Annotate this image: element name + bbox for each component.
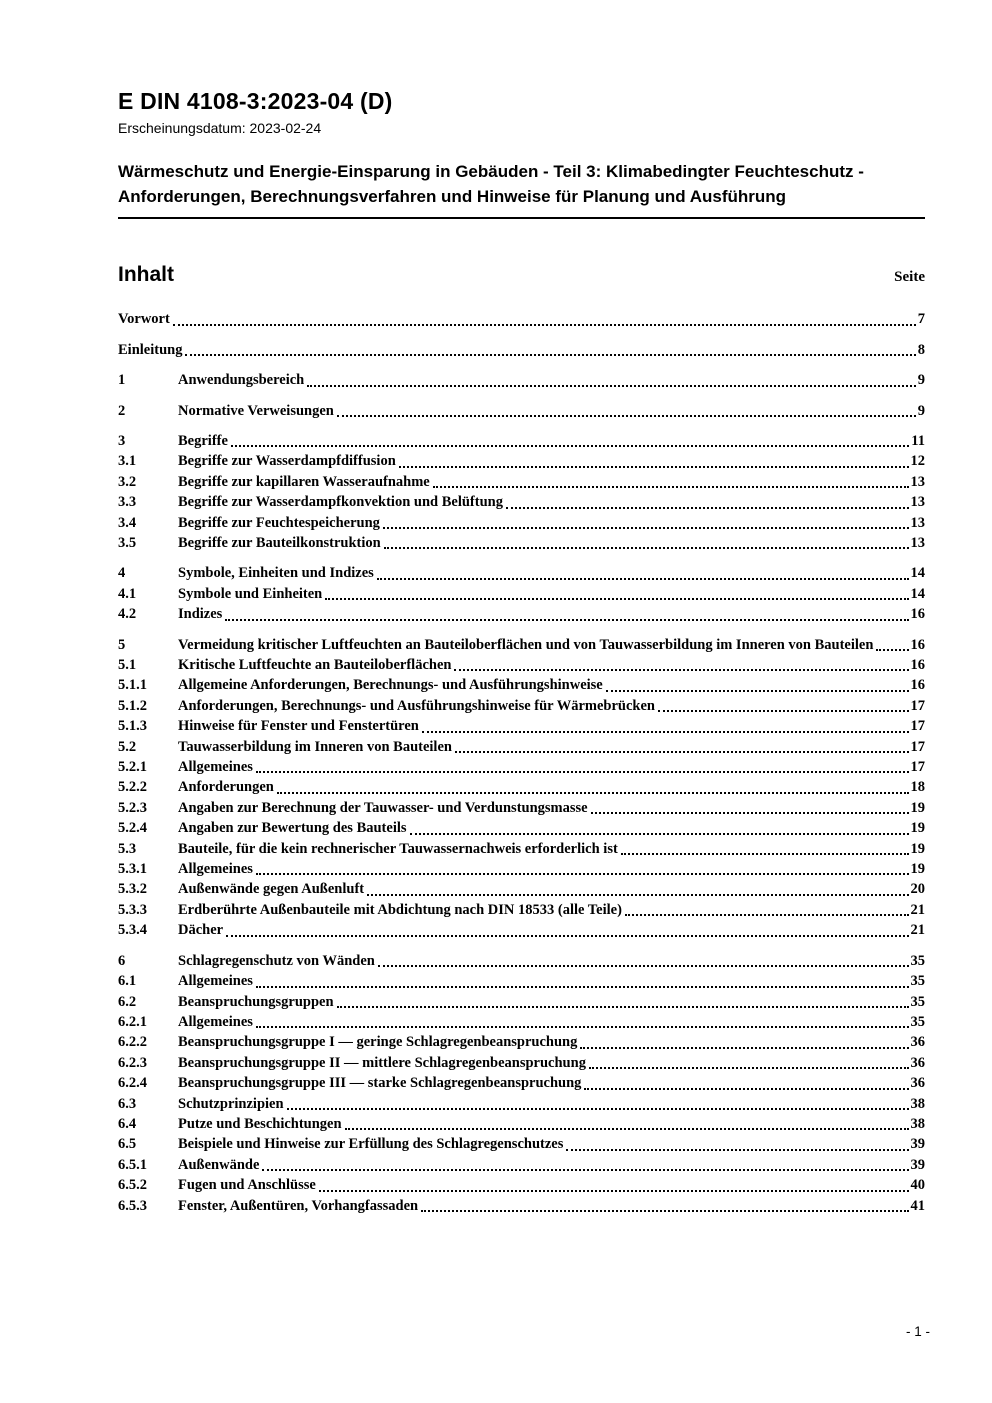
toc-entry-number: 6.3: [118, 1095, 137, 1112]
toc-entry-number: 3.1: [118, 453, 137, 470]
toc-entry-number: 3.4: [118, 514, 137, 531]
toc-entry-page: 14: [910, 585, 925, 602]
toc-entry-title: Allgemeines: [178, 1013, 253, 1030]
toc-dot-leader: [173, 324, 916, 326]
toc-entry-page: 9: [917, 372, 925, 389]
toc-row: [118, 401, 925, 421]
toc-entry-number: 3.3: [118, 494, 137, 511]
toc-entry-page: 36: [910, 1054, 925, 1071]
toc-dot-leader: [625, 914, 909, 916]
toc-entry-number: 3.5: [118, 534, 137, 551]
toc-row: [118, 451, 925, 471]
toc-entry-number: 6.5: [118, 1136, 137, 1153]
toc-entry-number: 6.2.1: [118, 1013, 147, 1030]
toc-row: [118, 737, 925, 757]
toc-entry-page: 17: [910, 697, 925, 714]
toc-entry-title: Symbole, Einheiten und Indizes: [178, 565, 374, 582]
toc-entry-page: 38: [910, 1095, 925, 1112]
toc-entry-number: 5.1.3: [118, 718, 147, 735]
toc-row: [118, 431, 925, 451]
toc-entry-title: Begriffe zur kapillaren Wasseraufnahme: [178, 473, 430, 490]
toc-row: [118, 696, 925, 716]
toc-entry-number: 5.3.4: [118, 922, 147, 939]
toc-entry-title: Angaben zur Berechnung der Tauwasser- und Verdunstungsmasse: [178, 799, 588, 816]
toc-dot-leader: [422, 731, 909, 733]
toc-entry-title: Beanspruchungsgruppe III — starke Schlagregenbeanspruchung: [178, 1075, 582, 1092]
toc-row: [118, 563, 925, 583]
toc-entry-page: 17: [910, 759, 925, 776]
toc-entry-page: 19: [910, 861, 925, 878]
toc-entry-number: 6.2.4: [118, 1075, 147, 1092]
toc-entry-page: 17: [910, 718, 925, 735]
toc-entry-number: 5.3: [118, 840, 137, 857]
toc-entry-page: 16: [910, 636, 925, 653]
toc-entry-page: 8: [917, 341, 925, 358]
toc-dot-leader: [580, 1047, 908, 1049]
toc-entry-number: 5.2: [118, 738, 137, 755]
toc-entry-page: 19: [910, 840, 925, 857]
toc-entry-page: 16: [910, 606, 925, 623]
toc-row: [118, 818, 925, 838]
toc-entry-page: 12: [910, 453, 925, 470]
toc-entry-number: 5.2.1: [118, 759, 147, 776]
toc-dot-leader: [384, 547, 909, 549]
toc-entry-page: 35: [910, 1013, 925, 1030]
toc-entry-title: Allgemeines: [178, 861, 253, 878]
toc-row: [118, 655, 925, 675]
toc-entry-number: 4.1: [118, 585, 137, 602]
toc-dot-leader: [231, 445, 909, 447]
toc-entry-page: 17: [910, 738, 925, 755]
toc-dot-leader: [185, 354, 915, 356]
toc-entry-page: 16: [910, 677, 925, 694]
toc-entry-title: Allgemeines: [178, 973, 253, 990]
toc-dot-leader: [606, 690, 909, 692]
toc-entry-number: 5.3.2: [118, 881, 147, 898]
toc-entry-title: Symbole und Einheiten: [178, 585, 323, 602]
toc-entry-page: 19: [910, 820, 925, 837]
toc-list: [118, 309, 925, 1216]
document-title: Wärmeschutz und Energie-Einsparung in Gebäuden - Teil 3: Klimabedingter Feuchteschutz - Anforderungen, Berechnungsverfahren und Hinweise für Planung und Ausführung: [118, 162, 864, 207]
toc-entry-page: 13: [910, 473, 925, 490]
toc-row: [118, 879, 925, 899]
toc-entry-title: Dächer: [178, 922, 224, 939]
toc-row: [118, 1155, 925, 1175]
toc-entry-title: Vermeidung kritischer Luftfeuchten an Bauteiloberflächen und von Tauwasserbildung im Inneren von Bauteilen: [178, 636, 874, 653]
toc-entry-title: Begriffe zur Wasserdampfdiffusion: [178, 453, 396, 470]
toc-dot-leader: [287, 1108, 909, 1110]
toc-entry-page: 41: [910, 1197, 925, 1214]
toc-row: [118, 920, 925, 940]
toc-row: [118, 859, 925, 879]
toc-row: [118, 757, 925, 777]
toc-dot-leader: [319, 1190, 909, 1192]
toc-row: [118, 1094, 925, 1114]
toc-dot-leader: [337, 1006, 909, 1008]
toc-dot-leader: [589, 1067, 909, 1069]
toc-entry-title: Begriffe zur Feuchtespeicherung: [178, 514, 380, 531]
toc-entry-page: 14: [910, 565, 925, 582]
toc-entry-title: Beispiele und Hinweise zur Erfüllung des Schlagregenschutzes: [178, 1136, 564, 1153]
publication-date: Erscheinungsdatum: 2023-02-24: [118, 120, 322, 136]
toc-row: [118, 472, 925, 492]
toc-entry-title: Begriffe zur Wasserdampfkonvektion und Belüftung: [178, 494, 503, 511]
toc-entry-number: 5: [118, 636, 126, 653]
toc-entry-title: Indizes: [178, 606, 223, 623]
toc-entry-number: 6.1: [118, 973, 137, 990]
toc-entry-page: 35: [910, 973, 925, 990]
toc-entry-title: Bauteile, für die kein rechnerischer Tauwassernachweis erforderlich ist: [178, 840, 618, 857]
toc-row: [118, 340, 925, 360]
toc-row: [118, 1196, 925, 1216]
toc-entry-number: 6.2.3: [118, 1054, 147, 1071]
toc-dot-leader: [584, 1088, 908, 1090]
toc-entry-page: 13: [910, 494, 925, 511]
toc-dot-leader: [455, 751, 909, 753]
toc-entry-page: 35: [910, 993, 925, 1010]
toc-dot-leader: [367, 894, 908, 896]
toc-entry-title: Vorwort: [118, 311, 170, 328]
toc-entry-number: 5.1: [118, 657, 137, 673]
toc-heading: Inhalt: [118, 263, 174, 287]
toc-entry-page: 36: [910, 1034, 925, 1051]
toc-row: [118, 370, 925, 390]
toc-entry-title: Anforderungen, Berechnungs- und Ausführungshinweise für Wärmebrücken: [178, 697, 655, 714]
toc-row: [118, 716, 925, 736]
toc-entry-number: 1: [118, 372, 126, 389]
toc-dot-leader: [337, 415, 916, 417]
toc-entry-number: 5.2.2: [118, 779, 147, 796]
toc-entry-page: 21: [910, 901, 925, 918]
toc-entry-number: 5.1.2: [118, 697, 147, 714]
document-page: [118, 88, 925, 1216]
toc-entry-title: Beanspruchungsgruppen: [178, 993, 334, 1010]
toc-row: [118, 1175, 925, 1195]
toc-dot-leader: [256, 873, 909, 875]
doc-number: E DIN 4108-3:2023-04 (D): [118, 88, 393, 114]
toc-row: [118, 604, 925, 624]
toc-row: [118, 777, 925, 797]
toc-entry-page: 9: [917, 402, 925, 419]
toc-entry-number: 5.3.3: [118, 901, 147, 918]
toc-entry-number: 5.2.4: [118, 820, 147, 837]
toc-entry-page: 35: [910, 952, 925, 969]
toc-entry-number: 6.5.3: [118, 1197, 147, 1214]
toc-entry-title: Fenster, Außentüren, Vorhangfassaden: [178, 1197, 419, 1214]
toc-dot-leader: [307, 385, 916, 387]
toc-row: [118, 798, 925, 818]
toc-entry-page: 16: [910, 657, 925, 673]
toc-entry-page: 20: [910, 881, 925, 898]
toc-row: [118, 1012, 925, 1032]
toc-dot-leader: [256, 986, 909, 988]
toc-row: [118, 1053, 925, 1073]
toc-header: [118, 263, 925, 287]
toc-row: [118, 900, 925, 920]
toc-entry-title: Normative Verweisungen: [178, 402, 334, 419]
toc-entry-number: 6: [118, 952, 126, 969]
toc-row: [118, 309, 925, 329]
toc-dot-leader: [421, 1210, 908, 1212]
toc-dot-leader: [383, 527, 909, 529]
toc-dot-leader: [506, 507, 909, 509]
toc-entry-page: 36: [910, 1075, 925, 1092]
toc-dot-leader: [256, 771, 909, 773]
toc-entry-page: 13: [910, 534, 925, 551]
toc-dot-leader: [226, 935, 908, 937]
toc-row: [118, 1032, 925, 1052]
toc-entry-page: 13: [910, 514, 925, 531]
toc-entry-number: 3.2: [118, 473, 137, 490]
toc-entry-title: Beanspruchungsgruppe II — mittlere Schlagregenbeanspruchung: [178, 1054, 586, 1071]
toc-entry-number: 6.5.1: [118, 1156, 147, 1173]
toc-dot-leader: [277, 792, 909, 794]
footer-page-number: - 1 -: [905, 1324, 930, 1339]
toc-entry-title: Tauwasserbildung im Inneren von Bauteilen: [178, 738, 452, 755]
document-title-block: [118, 159, 925, 219]
toc-entry-title: Angaben zur Bewertung des Bauteils: [178, 820, 407, 837]
toc-entry-page: 11: [911, 432, 925, 449]
toc-entry-number: 6.4: [118, 1115, 137, 1132]
toc-dot-leader: [256, 1026, 909, 1028]
toc-row: [118, 584, 925, 604]
toc-entry-page: 19: [910, 799, 925, 816]
toc-row: [118, 492, 925, 512]
toc-row: [118, 635, 925, 655]
toc-entry-title: Hinweise für Fenster und Fenstertüren: [178, 718, 419, 735]
toc-row: [118, 513, 925, 533]
toc-dot-leader: [454, 669, 908, 671]
toc-dot-leader: [591, 812, 909, 814]
toc-dot-leader: [225, 619, 908, 621]
toc-row: [118, 675, 925, 695]
toc-entry-number: 4.2: [118, 606, 137, 623]
toc-row: [118, 533, 925, 553]
toc-entry-title: Putze und Beschichtungen: [178, 1115, 342, 1132]
toc-entry-number: 5.3.1: [118, 861, 147, 878]
toc-entry-title: Begriffe: [178, 432, 228, 449]
toc-dot-leader: [658, 710, 909, 712]
toc-dot-leader: [621, 853, 909, 855]
toc-dot-leader: [410, 833, 909, 835]
toc-entry-title: Außenwände: [178, 1156, 260, 1173]
toc-row: [118, 839, 925, 859]
toc-row: [118, 971, 925, 991]
toc-row: [118, 1073, 925, 1093]
toc-entry-title: Fugen und Anschlüsse: [178, 1177, 316, 1194]
toc-entry-number: 3: [118, 432, 126, 449]
toc-entry-page: 39: [910, 1156, 925, 1173]
toc-entry-title: Erdberührte Außenbauteile mit Abdichtung nach DIN 18533 (alle Teile): [178, 901, 622, 918]
toc-entry-page: 40: [910, 1177, 925, 1194]
toc-entry-title: Außenwände gegen Außenluft: [178, 881, 365, 898]
toc-entry-number: 5.1.1: [118, 677, 147, 694]
toc-entry-title: Anwendungsbereich: [178, 372, 305, 389]
toc-row: [118, 1114, 925, 1134]
toc-entry-page: 18: [910, 779, 925, 796]
toc-row: [118, 1134, 925, 1154]
toc-dot-leader: [566, 1149, 908, 1151]
toc-dot-leader: [377, 578, 909, 580]
toc-entry-number: 6.5.2: [118, 1177, 147, 1194]
toc-entry-title: Allgemeines: [178, 759, 253, 776]
toc-entry-page: 39: [910, 1136, 925, 1153]
page-column-label: Seite: [894, 269, 925, 286]
toc-entry-title: Anforderungen: [178, 779, 274, 796]
toc-entry-number: 6.2: [118, 993, 137, 1010]
toc-entry-number: 4: [118, 565, 126, 582]
toc-dot-leader: [345, 1128, 909, 1130]
toc-dot-leader: [378, 965, 909, 967]
toc-dot-leader: [876, 649, 908, 651]
toc-entry-title: Schutzprinzipien: [178, 1095, 284, 1112]
toc-dot-leader: [399, 466, 909, 468]
toc-row: [118, 992, 925, 1012]
toc-dot-leader: [433, 486, 909, 488]
toc-entry-number: 2: [118, 402, 126, 419]
toc-dot-leader: [325, 598, 908, 600]
toc-row: [118, 951, 925, 971]
toc-entry-page: 7: [917, 311, 925, 328]
toc-entry-number: 6.2.2: [118, 1034, 147, 1051]
toc-entry-title: Kritische Luftfeuchte an Bauteiloberflächen: [178, 657, 452, 673]
toc-entry-page: 38: [910, 1115, 925, 1132]
toc-entry-title: Beanspruchungsgruppe I — geringe Schlagregenbeanspruchung: [178, 1034, 578, 1051]
toc-dot-leader: [262, 1169, 908, 1171]
toc-entry-title: Schlagregenschutz von Wänden: [178, 952, 375, 969]
toc-entry-title: Einleitung: [118, 341, 183, 358]
toc-entry-page: 21: [910, 922, 925, 939]
toc-entry-number: 5.2.3: [118, 799, 147, 816]
toc-entry-title: Allgemeine Anforderungen, Berechnungs- und Ausführungshinweise: [178, 677, 603, 694]
toc-entry-title: Begriffe zur Bauteilkonstruktion: [178, 534, 381, 551]
